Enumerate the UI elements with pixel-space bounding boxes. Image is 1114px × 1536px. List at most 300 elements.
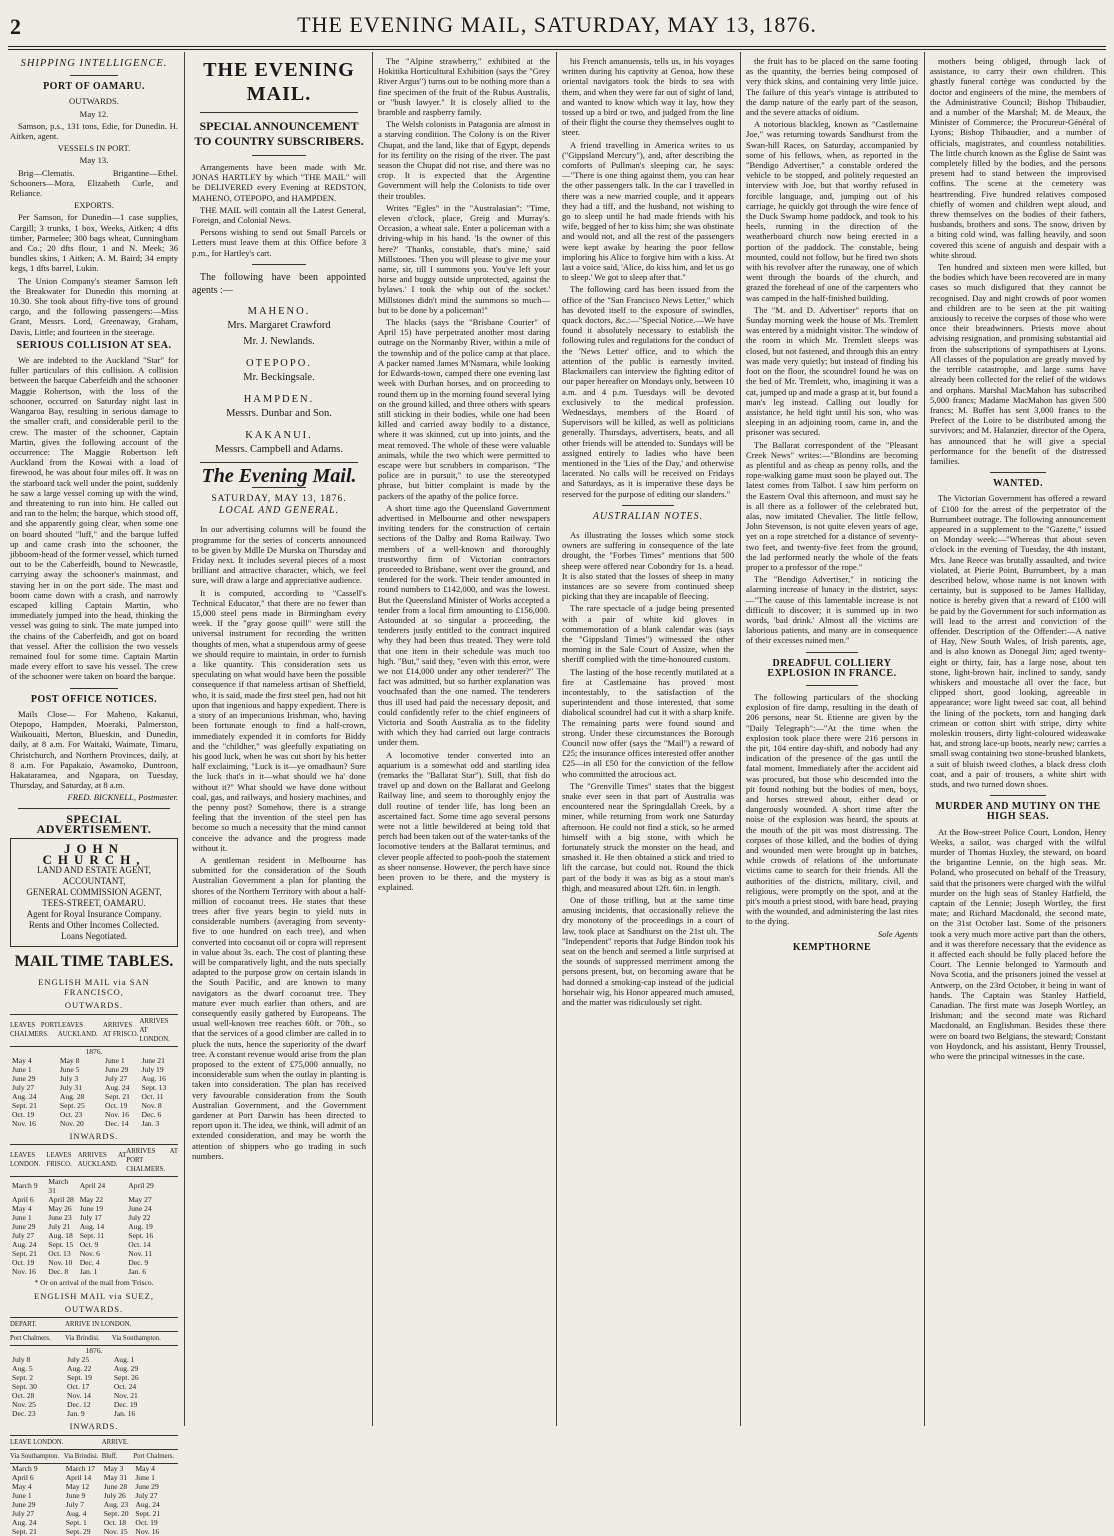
table-header-cell: LEAVE LONDON. [10,1435,102,1449]
suez-inwards: INWARDS. [69,1421,119,1432]
article-paragraph: A friend travelling in America writes to us ("Gippsland Mercury"), and, after describing the comforts of Pullman's sleeping car, he says:—"There is one thing against them, you can hear the other passengers talk. In the car I travelled in there was a new married couple, and it appears they had a tiff, and the husband, not wishing to go to sleep until he had made friends with his wife, begged of her to kiss him; she was obstinate and would not, and all the rest of the passengers were kept awake by hearing the poor fellow imploring his Alice to forgive him with a kiss. At last a voice said, 'Alice, do kiss him, and let us go to sleep.' We got to sleep after that." [562,139,734,283]
article-paragraph: The following card has been issued from the office of the "San Francisco News Letter," which has devoted itself to the exposure of swindles, quack doctors, &c.:—"Special Notice.—We have found it absolutely necessary to establish the following rules and regulations for the conduct of the 'News Letter' office, and to which the attention of the public is earnestly invited. Blackmailers can interview the fighting editor of our paper hereafter on Mondays only, between 10 a.m. and 4 p.m. Tuesdays will be devoted exclusively to the medical profession. Wednesdays, members of the Board of Supervisors will be killed, as well as politicians generally. Thursdays, advertisers, beats, and all other friends will be attended to. Sundays will be assigned entirely to ladies who have been mentioned in the 'Lies of the Day,' and otherwise lacerated. No calls will be received on Fridays and Saturdays, as it is imperative these days be reserved for the purpose of editing our slanders." [562,284,734,499]
article-paragraph: The following particulars of the shocking explosion of fire damp, resulting in the death of 206 persons, near St. Etienne are given by the "Daily Telegraph":—"At the time when the explosion took place there were 216 persons in the pit, 104 entire day-shift, and nobody had any indication of the presence of the gas until the fatal moment. Immediately after the accident aid was procured, but those who descended into the pit found nothing but the bodies of men, boys, and horses strewed about, either dead or dangerously wounded. A short time after the noise of the explosion was heard, the spouts at the mouth of the pit was most distressing. The corpses of those killed, and the bodies of dying and wounded men were brought up in batches, while crowds of relations of the unfortunate victims came to search for their friends. All the authorities of the districts, military, civil, and religious, were promptly on the spot, and at the pit's mouth a priest stood, with bare head, praying with the wounded, and administering the last rites to the dying. [746,691,918,927]
table-cell: July 25 [67,1355,90,1365]
divider [990,795,1046,796]
table-cell: June 5 [59,1064,80,1074]
agent-town: OTEPOPO. [246,357,312,369]
wanted-article [930,493,1106,789]
table-cell: April 6 [12,1194,34,1204]
table-row [10,1527,178,1536]
table-row [10,1500,178,1509]
table-row [10,1195,178,1204]
table-header-cell: ARRIVES AT PORT CHALMERS. [126,1144,178,1176]
news-articles [562,56,734,499]
table-row [10,1119,178,1128]
table-header-cell: Port Chalmers. [10,1332,65,1346]
table-row [10,1065,178,1074]
table-cell: April 28 [48,1194,74,1204]
table-cell: Sept. 19 [67,1373,92,1383]
table-cell: March 31 [48,1176,69,1195]
column-rule [924,52,925,1426]
table-cell: July 21 [48,1221,71,1231]
collision-heading: SERIOUS COLLISION AT SEA. [16,339,172,351]
divider [18,808,170,809]
table-cell: Sept. 21 [12,1248,37,1258]
table-cell: May 4 [12,1203,32,1213]
table-cell: Nov. 8 [141,1100,162,1110]
table-cell: Oct. 23 [59,1109,83,1119]
table-cell: Oct. 9 [79,1239,99,1249]
table-cell: Nov. 15 [103,1526,128,1536]
table-cell: Oct. 24 [113,1382,137,1392]
table-header-cell: LEAVES LONDON. [10,1144,46,1176]
table-cell: Sept. 13 [141,1082,167,1092]
table-cell: Dec. 9 [128,1257,149,1267]
agent-entry [192,357,366,385]
table-cell: Aug. 23 [103,1499,129,1509]
table-header-cell: LEAVES PORT CHALMERS. [10,1014,58,1046]
table-year-row [10,1346,178,1356]
section-heading: LOCAL AND GENERAL. [218,505,340,517]
table-header-cell: ARRIVES AT LONDON. [139,1014,178,1046]
table-cell: June 9 [65,1490,86,1500]
table-cell: Oct. 19 [105,1100,128,1110]
table-cell: July 19 [141,1064,164,1074]
table-row [10,1409,178,1418]
table-row [10,1083,178,1092]
table-cell: Aug. 28 [59,1091,85,1101]
article-paragraph: The Welsh colonists in Patagonia are almost in a starving condition. The Colony is on the River Chupat, and the land, like that of Egypt, depends for its fertility on the rising of the river. The past season the Chupat did not rise, and there was no crop. It is expected that the Argentine Government will help the Colonists to tide over their troubles. [378,119,550,201]
table-cell: June 29 [12,1073,36,1083]
news-articles [930,56,1106,466]
table-cell: Dec. 23 [12,1409,36,1419]
suez-inwards-table [10,1435,178,1536]
divider [200,462,358,463]
table-cell: Nov. 10 [48,1257,73,1267]
table-cell: Sept. 21 [105,1091,130,1101]
table-row [10,1222,178,1231]
paper-title: THE EVENING MAIL. [203,59,355,105]
column-6 [930,56,1106,1426]
table-cell: April 6 [12,1472,34,1482]
table-cell: May 27 [128,1194,152,1204]
table-row [10,1518,178,1527]
article-paragraph: Writes "Egles" in the "Australasian": "Time, eleven o'clock, place, Greig and Murray's. Occasion, a wheat sale. Enter a policeman with a driving-whip in his hand. 'Is the owner of this here?' 'Thanks, constable, that's mine,' said Millstones. 'Then you will please to give me your name, sir, till I summons you. You've left your horse and buggy outside unprotected, against the bylaws.' I took the whip out of the socket.' Millstones didn't mind the summons so much—but to be done by a policeman!" [378,202,550,315]
table-row [10,1074,178,1083]
table-cell: Aug. 1 [113,1355,135,1365]
table-row [10,1355,178,1364]
table-cell: June 29 [135,1481,159,1491]
masthead [0,12,1114,42]
table-cell: Nov. 14 [67,1391,91,1401]
article-paragraph: The blacks (says the "Brisbane Courier" of April 15) have perpetrated another most daring outrage on the Normanby River, within a mile of the township and of the police camp at that place. A packer named James M'Namara, while looking for Edwards-town, camped there one evening last week with Durban horses, and on proceeding to round them up in the morning found several lying on the ground killed, and three others with spears still sticking in their bodies, while one had been killed and carried away bodily to a distance, where it was skinned, cut up into joints, and the meat removed. The whole of these were valuable animals, while the two which were permitted to escape were but scrubbers in comparison. "The police are in pursuit," to use the stereotyped phrase, but bitter complaint is made by the packers of the apathy of the police force. [378,317,550,501]
table-year-cell: 1876. [85,1046,103,1056]
column-rule [740,52,741,1426]
special-ad-heading: SPECIAL ADVERTISEMENT. [36,811,152,836]
dateline: SATURDAY, MAY 13, 1876. [211,494,347,505]
sf-note: * Or on arrival of the mail from 'Frisco. [34,1277,154,1287]
table-cell: Sept. 11 [79,1230,105,1240]
ad-name: JOHN CHURCH, [42,841,146,868]
table-row [10,1176,178,1195]
table-cell: April 24 [79,1181,106,1191]
table-cell: Oct. 19 [12,1109,35,1119]
article-paragraph: The "Bendigo Advertiser," in noticing the alarming increase of lunacy in the district, says:—"The cause of this lamentable increase is not difficult to discover; it is summed up in two words, 'bad drink.' Almost all the victims are laborious patients, and many are in consequence of their excesses ruined men." [746,574,918,646]
table-cell: June 1 [135,1472,155,1482]
announcement-text: THE MAIL will contain all the Latest General, Foreign, and Colonial News. [192,204,366,226]
table-header-cell: LEAVES FRISCO. [46,1144,77,1176]
union-text: The Union Company's steamer Samson left the Breakwater for Dunedin this morning at 10.30. She took about fifty-five tons of ground cargo, and the following passengers:—Miss Grant, Messrs. Lord, Greenaway, Graham, Davis, Little; and fourteen in the steerage. [10,275,178,337]
table-cell: Aug. 19 [128,1221,153,1231]
collision-text: We are indebted to the Auckland "Star" for fuller particulars of this collision. A collision between the barque Caberfeidh and the schooner Maggie Robertson, with the loss of the schooner, occurred on Saturday night last in Wangaroa Bay, resulting in serious damage to the smaller craft, and considerable peril to the crew. The master of the schooner, Captain Martin, gives the following account of the occurrence: The Maggie Robertson left Auckland from the Kowai with a load of firewood, he was about four miles off. It was on the starboard tack well under the point, suddenly he saw a large vessel coming up with the wind, and threatening to run into him. He called out and ran to the helm; the barque, which stood off, and she apparently going clear, when some one on board shouted "luff," and the barque luffed up and came crash into the schooner, the jibboom-head of the former vessel, which turned out to be the Caberfeidh, bound to Newcastle, carrying away the schooner's mainmast, and staving her in on the port side. The mast and boom came down with a crash, and narrowly escaped killing Captain Martin, who immediately jumped into the head, thinking the vessel was going to sink. The mate jumped into the chains of the Caberfeidh, and got on board that vessel. After the collision the two vessels remained foul for some time. Captain Martin made every effort to save his vessel. The crew of the schooner were taken on board the barque. [10,355,178,682]
table-row [10,1382,178,1391]
table-cell: Oct. 14 [128,1239,151,1249]
sf-outwards-table [10,1014,178,1128]
outwards-text: Samson, p.s., 131 tons, Edie, for Dunedin. H. Aitken, agent. [10,120,178,142]
article-paragraph: A short time ago the Queensland Government advertised in Melbourne and other newspapers inviting tenders for the construction of certain sections of the Dalby and Roma Railway. Two members of a well-known and thoroughly trustworthy firm of Victorian contractors proceeded to Brisbane, went over the ground, and tendered for the work. Their tender amounted in round numbers to £142,000, and was the lowest. But the Queensland Minister of Works accepted a tender from a local firm amounting to £156,000. Astounded at so singular a proceeding, the tenderers justly entitled to the contract inquired why they had been thus treated. They were told that one item in their schedule was much too high. "But," said they, "even with this error, were we not £14,000 under any other tenderer?" The fact was admitted, but so further explanation was vouchsafed than the one named. The tenderers thus ill used had paid the necessary deposit, and could confidently refer to the chief engineers of Victoria and South Australia as to the fidelity with which they had carried out large contracts under them. [378,502,550,748]
table-header-cell: Bluff. [102,1449,134,1463]
column-1 [10,56,178,1536]
table-row [10,1391,178,1400]
table-header-cell: ARRIVES AT AUCKLAND. [78,1144,127,1176]
article-paragraph: At the Bow-street Police Court, London, Henry Weeks, a sailor, was charged with the wilful murder of Thomas Huxley, the steward, on board the brigantine Lennie, on the high seas. Mr. Poland, who prosecuted on behalf of the Treasury, said that the prisoners were charged with the wilful murder on the high seas of Stanley Hatfield, the captain of the Lennie; Joseph Wortley, the first mate; and Richard Macdonald, the second mate, on the 31st October last. Some of the prisoners took a very much more active part than the others, and it was therefore necessary that the evidence as it affected each should be fully placed before the Court. The Lennie belonged to Yarmouth and Nova Scotia, and the prisoners joined the vessel at Antwerp, on the 23rd October, it being in want of hands. The Captain was Stanley Hatfield, Canadian. The first mate was Joseph Wortley, an Irishman; and the second mate was Richard Macdonald, an Englishman. Besides these there were on board two Belgians, the steward; Constant von Hoydonck, and his assistant, Henry Troussel, who were the principal witnesses in the case. [930,826,1106,1062]
agent-town: HAMPDEN. [243,393,315,405]
article-paragraph: The lasting of the hose recently mutilated at a fire at Castlemaine has proved most incontestably, to the satisfaction of the superintendent and those interested, that some diabolical scoundrel had cut it with a sharp knife. The remaining parts were found sound and strong. Under these circumstances the Borough Council now offer (says the "Mail") a reward of £25; the insurance offices interested offer another £25—in all £50 for the conviction of the fellow who committed the atrocious act. [562,666,734,779]
table-cell: May 3 [103,1463,124,1473]
ad-line: LAND AND ESTATE AGENT, [36,865,152,876]
news-articles [378,56,550,892]
nameplate: The Evening Mail. [201,464,357,487]
table-cell: Aug. 18 [48,1230,73,1240]
table-cell: Nov. 6 [79,1248,100,1258]
table-cell: Nov. 16 [12,1266,36,1276]
table-cell: Aug. 14 [79,1221,105,1231]
table-cell: Nov. 16 [12,1118,36,1128]
table-row [10,1092,178,1101]
agents-intro: The following have been appointed agents :— [192,271,366,296]
table-cell: Oct. 17 [67,1382,90,1392]
table-cell: April 29 [128,1181,154,1191]
table-cell: Oct. 13 [48,1248,71,1258]
table-cell: July 27 [12,1230,35,1240]
article-paragraph: A notorious blackleg, known as "Castlemaine Joe," was returning towards Sandhurst from the Swan-hill Races, on Saturday, accompanied by some of his fellows, when, as reported in the "Bendigo Advertiser," a constable ordered the vehicle to be stopped, and politely requested an interview with Joe, but that worthy refused in forcible language, and, jumping out of his carriage, he quickly got through the wire fence of the Duck Swamp home paddock, and took to his heels, running in the direction of the weatherboard church now being erected in a portion of the paddock. The constable, being mounted, could not follow, but he fired two shots with his revolver after the runaway, one of which went through the boards of the church, and grazed the forehead of one of the carpenters who was camped in the half-finished building. [746,119,918,303]
article-paragraph: As illustrating the losses which some stock owners are suffering in consequence of the late drought, the "Forbes Times" mentions that 500 sheep were offered near Cobondry for 1s. a head. It is also stated that the losses of sheep in many instances are so severe from continued sheep picking that they are incapable of fleecing. [562,529,734,602]
table-row [10,1249,178,1258]
table-cell: Nov. 11 [128,1248,152,1258]
column-3 [378,56,550,1426]
table-row [10,1482,178,1491]
table-cell: Sept. 21 [12,1100,37,1110]
suez-heading: ENGLISH MAIL via SUEZ, [34,1291,154,1302]
table-cell: Oct. 28 [12,1391,35,1401]
agents-list [192,305,366,457]
agent-name: Messrs. Campbell and Adams. [214,443,344,455]
table-cell: Jan. 3 [141,1118,160,1128]
sole-agents-text: Sole Agents [877,928,918,939]
page-number: 2 [10,14,21,39]
masthead-rule [8,46,1106,50]
table-header-cell: Port Chalmers. [133,1449,178,1463]
agent-entry [192,305,366,333]
table-header-cell: LEAVES AUCKLAND. [58,1014,103,1046]
table-cell: Nov. 21 [113,1391,138,1401]
table-cell: Jan. 9 [67,1409,85,1419]
table-cell: Sept. 15 [48,1239,74,1249]
murder-heading: MURDER AND MUTINY ON THE HIGH SEAS. [935,801,1101,823]
table-cell: Aug. 29 [113,1364,139,1374]
table-row [10,1101,178,1110]
table-cell: June 1 [12,1212,32,1222]
table-cell: Jan. 6 [128,1266,147,1276]
table-cell: Aug. 24 [135,1499,160,1509]
table-cell: Sept. 2 [12,1373,34,1383]
article-paragraph: One of those trifling, but at the same time amusing incidents, that occasionally relieve the dry monotony of the proceedings in a court of law, took place at Sandhurst on the 21st ult. The "Independent" reports that Judge Bindon took his seat on the bench and seemed a little surprised at the sounds of suppressed merriment among the persons present, but, on becoming aware that he had donned a smoking-cap instead of the judicial horsehair wig, his Honor appeared much amused, and the matter was ridiculously set right. [562,895,734,1008]
table-cell: June 29 [12,1221,36,1231]
murder-article [930,827,1106,1062]
exports-text: Per Samson, for Dunedin—1 case supplies, Cargill; 3 trunks, 1 box, Weeks, Aitken; 4 dfts timber, Parmelee; 300 bags wheat, Cunningham and Co.; 20 dfts flour, 1 and N. Meek; 36 bundles skins, 1 Aitken; A. M. Baird; 34 empty kegs, 1 dfts barrel, Lukin. [10,212,178,274]
table-row [10,1509,178,1518]
table-cell: May 4 [12,1481,32,1491]
postmaster-signature: FRED. BICKNELL, Postmaster. [67,792,178,803]
table-cell: July 27 [12,1508,35,1518]
exports-heading: EXPORTS. [74,200,114,211]
divider [70,75,118,76]
post-text: Mails Close— For Maheno, Kakanui, Otepopo, Hampden, Moeraki, Palmerston, Waikouaiti, Merton, Blueskin, and Dunedin, daily, at 8 a.m. For Waitaki, Waimate, Timaru, Christchurch, and Northern Provinces, daily, at 8 a.m. For Papakaio, Awamoko, Duntroon, Hakataramea, and Ngapara, on Tuesday, Thursday, and Saturday, at 8 a.m. [10,708,178,791]
agent-entry [192,335,366,349]
table-cell: July 17 [79,1212,102,1222]
divider [622,505,674,506]
explosion-article [746,692,918,927]
australian-notes-articles [562,530,734,1007]
vessels-heading: VESSELS IN PORT. [57,143,131,154]
agent-name: Mr. Beckingsale. [243,371,315,383]
mail-timetable-heading: MAIL TIME TABLES. [14,953,174,971]
explosion-heading: DREADFUL COLLIERY EXPLOSION IN FRANCE. [767,657,897,679]
table-row [10,1400,178,1409]
table-row [10,1473,178,1482]
table-cell: July 22 [128,1212,151,1222]
outwards-date: May 12. [79,108,109,119]
article-paragraph: mothers being obliged, through lack of assistance, to carry their own children. This ghastly funeral cortège was conducted by the doctor and engineers of the mine, the members of the Administrative Council; Bishop Thibaudier, and a number of the Marshal; M. de Meaux, the Minister of Commerce; the Procureur-Général of Lyons; Bishop Thibaudier, and a number of officials, magistrates, and countless notabilities. The little church known as the Église de Saint was completely filled by the bodies, and the persons present had to stand between the improvised coffins. The scene at the cemetery was heartrending. Five hundred relatives composed chiefly of women and children wept aloud, and threw themselves on the bodies of their fathers, husbands, brothers and sons. The snow, driven by a biting cold wind, was falling heavily, and soon covered this scene of anguish and despair with a white shroud. [930,56,1106,260]
table-cell: June 24 [128,1203,152,1213]
table-cell: Sept. 21 [135,1508,161,1518]
table-cell: June 21 [141,1055,165,1065]
column-rule [184,52,185,1426]
table-cell: July 27 [135,1490,158,1500]
table-cell: Sept. 25 [59,1100,85,1110]
divider [252,487,306,488]
column-5 [746,56,918,1426]
article-paragraph: his French amanuensis, tells us, in his voyages written during his captivity at Genoa, how these oriental navigators took the birds to sea with them, and when they were far out of sight of land, and wanted to know which way it lay, how they tossed up a bird or two, and judged from the line of their flight the course they themselves ought to steer. [562,56,734,138]
table-row [10,1204,178,1213]
table-header-cell: ARRIVE. [102,1435,178,1449]
article-paragraph: The rare spectacle of a judge being presented with a pair of white kid gloves in commemoration of a blank calendar was (says the "Gippsland Times") witnessed the other morning in the Sale Court of Assize, when the sheriff complied with the time-honoured custom. [562,603,734,665]
table-cell: May 12 [65,1481,90,1491]
table-cell: Aug. 16 [141,1073,166,1083]
ad-line: Agent for Royal Insurance Company. Rents and Other Incomes Collected. [26,909,162,931]
table-cell: June 19 [79,1203,104,1213]
divider [806,685,858,686]
table-cell: June 29 [12,1499,36,1509]
table-cell: Sept. 16 [128,1230,154,1240]
table-cell: Jan. 16 [113,1409,136,1419]
table-cell: June 29 [105,1064,129,1074]
table-cell: July 8 [12,1355,31,1365]
table-cell: Sept. 30 [12,1382,37,1392]
table-cell: July 27 [105,1073,128,1083]
agent-town: MAHENO. [247,305,311,317]
table-cell: July 7 [65,1499,85,1509]
suez-outwards-table [10,1317,178,1418]
table-cell: Nov. 16 [135,1526,160,1536]
table-cell: Nov. 20 [59,1118,84,1128]
masthead-title: THE EVENING MAIL, SATURDAY, MAY 13, 1876. [297,12,817,37]
table-cell: Sept. 26 [113,1373,139,1383]
column-rule [372,52,373,1426]
article-paragraph: The "Alpine strawberry," exhibited at the Hokitika Horticultural Exhibition (says the "Grey River Argus") turns out to be nothing more than a fine specimen of the fruit of the Rubus Australis, or "bush lawyer." It is closely allied to the bramble and raspberry family. [378,56,550,118]
table-row [10,1258,178,1267]
column-4 [562,56,734,1426]
table-cell: Jan. 1 [79,1266,98,1276]
table-year-cell: 1876. [85,1346,103,1356]
shipping-heading: SHIPPING INTELLIGENCE. [20,58,168,69]
australian-notes-heading: AUSTRALIAN NOTES. [592,510,704,522]
article-paragraph: The Ballarat correspondent of the "Pleasant Creek News" writes:—"Blondins are becoming as plentiful and as cheap as penny rolls, and the rope-walking game must soon be played out. The latest comes from Talbot. I saw him perform on the Eastern Oval this afternoon, and must say he is all there as a follower of the celebrated but, alas, now imitated Chevalier. The little fellow, John Stevenson, is not quite eleven years of age, yet on a rope stretched for a distance of seventy-two feet, and twenty-five feet from the ground, the lad performed nearly the whole of the feats proper to a professor of the rope." [746,439,918,572]
table-cell: July 26 [103,1490,126,1500]
table-cell: May 26 [48,1203,72,1213]
table-cell: Sept. 29 [65,1526,91,1536]
table-cell: July 31 [59,1082,82,1092]
agent-town: KAKANUI. [245,429,313,441]
footer-advert-word: KEMPTHORNE [792,941,872,953]
news-articles [746,56,918,646]
column-rule [556,52,557,1426]
table-row [10,1240,178,1249]
table-cell: July 27 [12,1082,35,1092]
table-cell: Oct. 11 [141,1091,164,1101]
local-general-articles [192,524,366,1161]
article-paragraph: In our advertising columns will be found the programme for the series of concerts announced to be given by Mdlle De Murska on Thursday and Friday next. It includes several pieces of a most brilliant and attractive character, which, we feel sure, will draw a large and appreciative audience. [192,524,366,586]
article-paragraph: The "M. and D. Advertiser" reports that on Sunday morning week the house of Ms. Tremlett was entered by a midnight visitor. The window of the room in which Mr. Tremlett sleeps was closed, but not fastened, and through this an entry was made very quietly; but instead of finding his foot on the floor, the scoundrel found he was on the bed of Mr. Tremlett, who, imagining it was a cat, jumped up and made a grasp at it, but found a man's leg instead. Calling out loudly for assistance, he held tight until his son, who was sleeping in an adjoining room, came in, and the prisoner was secured. [746,304,918,438]
table-cell: May 4 [12,1055,32,1065]
table-cell: June 1 [105,1055,125,1065]
table-cell: July 3 [59,1073,79,1083]
table-cell: June 28 [103,1481,128,1491]
table-cell: May 4 [135,1463,155,1473]
sf-inwards-table [10,1144,178,1276]
agent-name: Mr. J. Newlands. [243,335,315,347]
post-heading: POST OFFICE NOTICES. [30,693,158,705]
table-header-cell: Via Southampton. [112,1332,178,1346]
table-cell: May 22 [79,1194,104,1204]
table-cell: Aug. 24 [12,1239,37,1249]
divider [252,155,306,156]
table-cell: May 8 [59,1055,80,1065]
table-row [10,1463,178,1473]
table-header-cell: DEPART. [10,1318,65,1332]
table-cell: Dec. 19 [113,1400,138,1410]
table-cell: March 17 [65,1463,96,1473]
suez-outwards: OUTWARDS. [64,1304,124,1315]
table-cell: Sept. 20 [103,1508,129,1518]
table-cell: June 1 [12,1064,32,1074]
table-cell: Aug. 24 [12,1091,37,1101]
article-paragraph: A locomotive tender converted into an aquarium is a somewhat odd and startling idea (remarks the "Ballarat Star"). Still, that fish do travel up and down on the Ballarat and Geelong Railway line, and seem to thoroughly enjoy the dull routine of tender life, has long been an ascertained fact. Some time ago several persons were not a little bewildered at being told that perch had been taken out of the water-tanks of the locomotive tenders at the Ballarat terminus, and clever people affected to pooh-pooh the statement as sheer nonsense. However, the perch have since been proven to be there, and the mystery is explained. [378,749,550,893]
table-cell: Aug. 24 [12,1517,37,1527]
sf-outwards: OUTWARDS. [64,1000,124,1011]
table-row [10,1364,178,1373]
table-cell: June 23 [48,1212,72,1222]
table-header-cell: ARRIVES AT FRISCO. [103,1014,139,1046]
table-cell: March 9 [12,1463,38,1473]
table-header-cell: Via Southampton. [10,1449,64,1463]
announcement-text: Persons wishing to send out Small Parcels or Letters must leave them at this Office before 3 p.m., for Hartley's cart. [192,227,366,258]
table-cell: Oct. 18 [103,1517,127,1527]
announcement-text: Arrangements have been made with Mr. JONAS HARTLEY by which "THE MAIL" will be DELIVERED every Evening at REDSTON, MAHENO, OTEPOPO, and HAMPDEN. [192,162,366,203]
divider [70,688,118,689]
table-row [10,1110,178,1119]
table-header-cell: Via Brindisi. [65,1332,112,1346]
divider [806,652,858,653]
agent-name: Messrs. Dunbar and Son. [226,407,332,419]
table-row [10,1231,178,1240]
table-row [10,1267,178,1276]
table-header-cell: Via Brindisi. [64,1449,102,1463]
table-cell: Oct. 19 [135,1517,158,1527]
outwards-heading: OUTWARDS. [69,96,119,107]
article-paragraph: the fruit has to be placed on the same footing as the quantity, the berries being composed of very thick skins, and containing very little juice. The failure of this year's vintage is attributed to the damp nature of the early part of the season, and the severe attacks of oidium. [746,56,918,118]
divider [990,472,1046,473]
agent-entry [192,393,366,421]
table-cell: Dec. 4 [79,1257,100,1267]
table-cell: March 9 [12,1181,38,1191]
table-cell: Oct. 19 [12,1257,35,1267]
announcement-heading: SPECIAL ANNOUNCEMENT TO COUNTRY SUBSCRIBERS. [194,119,364,148]
vessels-text: Brig—Clematis. Brigantine—Ethel. Schooners—Mora, Elizabeth Curle, and Reliance. [10,167,178,199]
table-cell: April 14 [65,1472,92,1482]
john-church-ad [10,838,178,947]
table-header-cell: ARRIVE IN LONDON. [65,1318,178,1332]
table-cell: Aug. 24 [105,1082,130,1092]
table-cell: Aug. 4 [65,1508,87,1518]
wanted-heading: WANTED. [993,478,1043,490]
table-cell: Sept. 1 [65,1517,87,1527]
table-cell: Aug. 5 [12,1364,33,1374]
table-cell: Dec. 8 [48,1266,69,1276]
table-row [10,1491,178,1500]
table-cell: Sept. 21 [12,1526,37,1536]
article-paragraph: The Victorian Government has offered a reward of £100 for the arrest of the perpetrator of the Burrumbeet outrage. The following announcement appeared in a supplement to the "Gazette," issued on Monday week:—"Whereas that about seven o'clock in the evening of Tuesday, the 4th instant, Mrs. Jane Reece was brutally assaulted, and twice violated, at Pierie Point, Burrumbeet, by a man described below, whose name is not known with certainty, but is supposed to be James Halliday, notice is hereby given that a reward of £100 will be paid by the Government for such information as will lead to the arrest and conviction of the offender. Description of the Offender:—A native of Hay, New South Wales, of Irish parents, age, and is also known as Donegal Jim; aged twenty-eight or thirty, fair, has a large nose, about ten stone, light-brown hair, inclined to sandy, sandy whiskers and moustache all over the face, but clipped short, good looking, agreeable in appearance; wore light tweed sac coat, all behind the lining of the pockets, torn and hanging dark crimean or cotton shirt with stripe, dirty white moleskin trousers, dirty light-coloured wideawake hat, and strong lace-up boots, nearly new; carries a small swag containing two stone-brushed blankets, a suit of bluish tweed clothes, a black dress cloth coat, and a pair of trousers, a white shirt with studs, and two turned down shoes. [930,493,1106,790]
article-paragraph: The "Grenville Times" states that the biggest snake ever seen in that part of Australia was encountered near the Springdallah Creek, by a miner, while returning from work one Saturday afternoon. He could not find a stick, so he armed himself with a big stone, with which he fortunately struck the monster on the head, and smashed it. He then obtained a stick and tried to lift the carcase, but could not. Round the thick part of the body it was as big as a stout man's thigh, and measured about 12ft. 6in. in length. [562,780,734,893]
column-2 [192,56,366,1426]
divider [252,264,306,265]
ad-line: ACCOUNTANT, [62,876,126,887]
table-cell: Dec. 6 [141,1109,162,1119]
table-cell: Aug. 22 [67,1364,92,1374]
table-cell: June 1 [12,1490,32,1500]
table-year-row [10,1046,178,1056]
sf-heading: ENGLISH MAIL via SAN FRANCISCO, [38,977,150,998]
divider [200,112,358,113]
vessels-date: May 13. [79,155,109,166]
port-heading: PORT OF OAMARU. [43,81,145,93]
table-row [10,1373,178,1382]
table-cell: Dec. 12 [67,1400,91,1410]
table-cell: Nov. 16 [105,1109,129,1119]
ad-line: GENERAL COMMISSION AGENT, [26,887,162,898]
table-row [10,1213,178,1222]
